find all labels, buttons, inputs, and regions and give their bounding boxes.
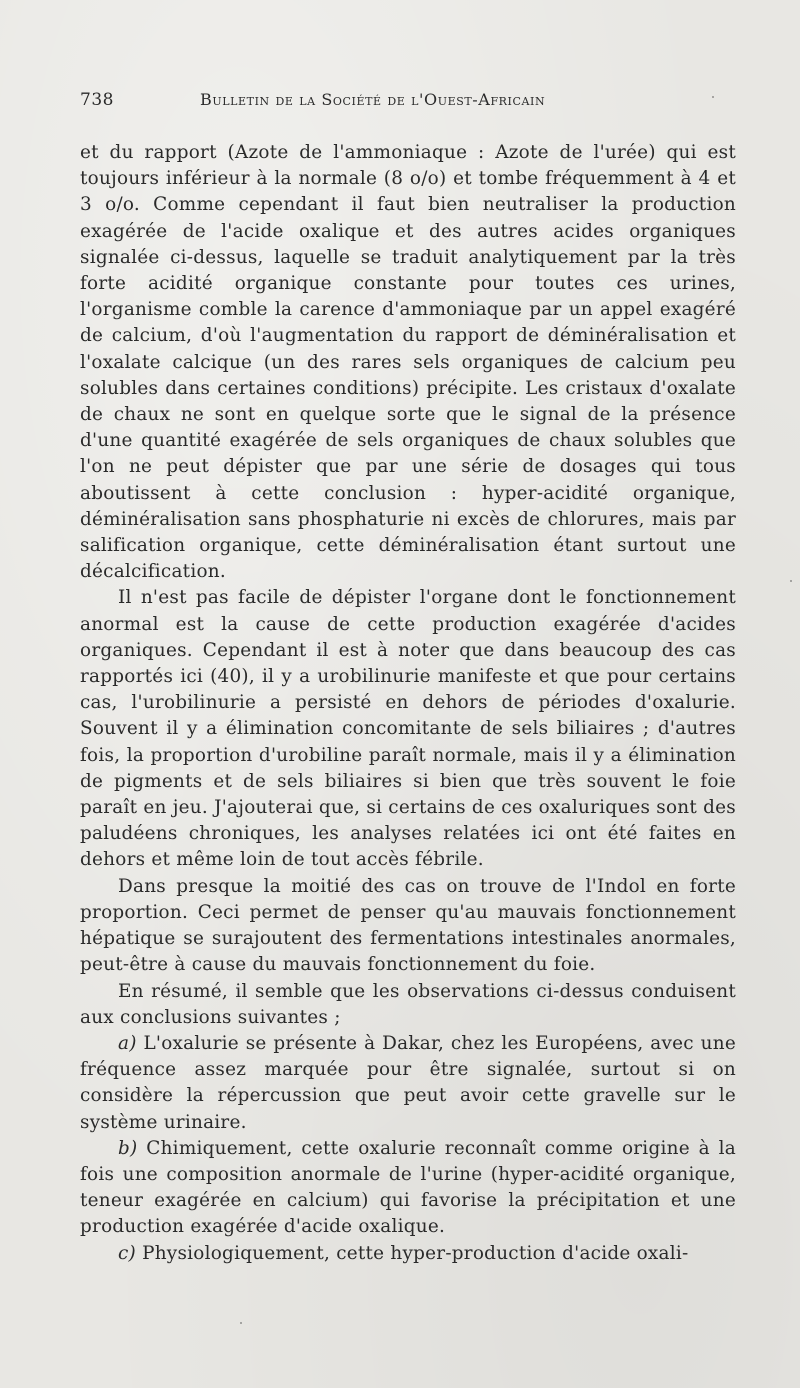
paragraph: et du rapport (Azote de l'ammoniaque : Azote de l'urée) qui est toujours inférieur à la normale (8 o/o) et tombe fréquemment à 4 et 3 o/o. Comme cependant il faut bien neutraliser la production exagérée de l'acide oxalique et des autres acides organiques signalée ci-dessus, laquelle se traduit analytiquement par la très forte acidité organique constante pour toutes ces urines, l'organisme comble la carence d'ammoniaque par un appel exagéré de calcium, d'où l'augmentation du rapport de déminéralisation et l'oxalate calcique (un des rares sels organiques de calcium peu solubles dans certaines conditions) précipite. Les cristaux d'oxalate de chaux ne sont en quelque sorte que le signal de la présence d'une quantité exagérée de sels organiques de chaux solubles que l'on ne peut dépister que par une série de dosages qui tous aboutissent à cette conclusion : hyper-acidité organique, déminéralisation sans phosphaturie ni excès de chlorures, mais par salification organique, cette déminéralisation étant surtout une décalcification. <box>80 142 736 583</box>
item-text: Chimiquement, cette oxalurie reconnaît comme origine à la fois une composition anormale de l'urine (hyper-acidité organique, teneur exagérée en calcium) qui favorise la précipitation et une production exagérée d'acide oxalique. <box>80 1137 736 1238</box>
print-speck <box>790 580 792 582</box>
item-text: Physiologiquement, cette hyper-production d'acide oxali- <box>142 1242 689 1264</box>
body-text <box>80 140 736 1267</box>
running-head: Bulletin de la Société de l'Ouest-Africain <box>200 90 546 109</box>
page-header <box>80 90 740 120</box>
print-speck <box>240 1322 242 1324</box>
print-speck <box>712 96 714 98</box>
item-label: a) <box>118 1032 137 1054</box>
page-number: 738 <box>80 90 114 110</box>
paragraph: Dans presque la moitié des cas on trouve de l'Indol en forte proportion. Ceci permet de penser qu'au mauvais fonctionnement hépatique se surajoutent des fermentations intestinales anormales, peut-être à cause du mauvais fonctionnement du foie. <box>80 875 736 976</box>
conclusion-item-b <box>80 1136 736 1241</box>
paragraph: Il n'est pas facile de dépister l'organe dont le fonctionnement anormal est la cause de cette production exagérée d'acides organiques. Cependant il est à noter que dans beaucoup des cas rapportés ici (40), il y a urobilinurie manifeste et que pour certains cas, l'urobilinurie a persisté en dehors de périodes d'oxalurie. Souvent il y a élimination concomitante de sels biliaires ; d'autres fois, la proportion d'urobiline paraît normale, mais il y a élimination de pigments et de sels biliaires si bien que très souvent le foie paraît en jeu. J'ajouterai que, si certains de ces oxaluriques sont des paludéens chroniques, les analyses relatées ici ont été faites en dehors et même loin de tout accès fébrile. <box>80 587 736 871</box>
item-text: L'oxalurie se présente à Dakar, chez les Européens, avec une fréquence assez marquée pour être signalée, surtout si on considère la répercussion que peut avoir cette gravelle sur le système urinaire. <box>80 1032 736 1133</box>
item-label: b) <box>118 1137 138 1159</box>
conclusion-item-c <box>80 1241 736 1267</box>
item-label: c) <box>118 1242 136 1264</box>
paragraph: En résumé, il semble que les observations ci-dessus conduisent aux conclusions suivantes ; <box>80 980 736 1028</box>
conclusion-item-a <box>80 1031 736 1136</box>
